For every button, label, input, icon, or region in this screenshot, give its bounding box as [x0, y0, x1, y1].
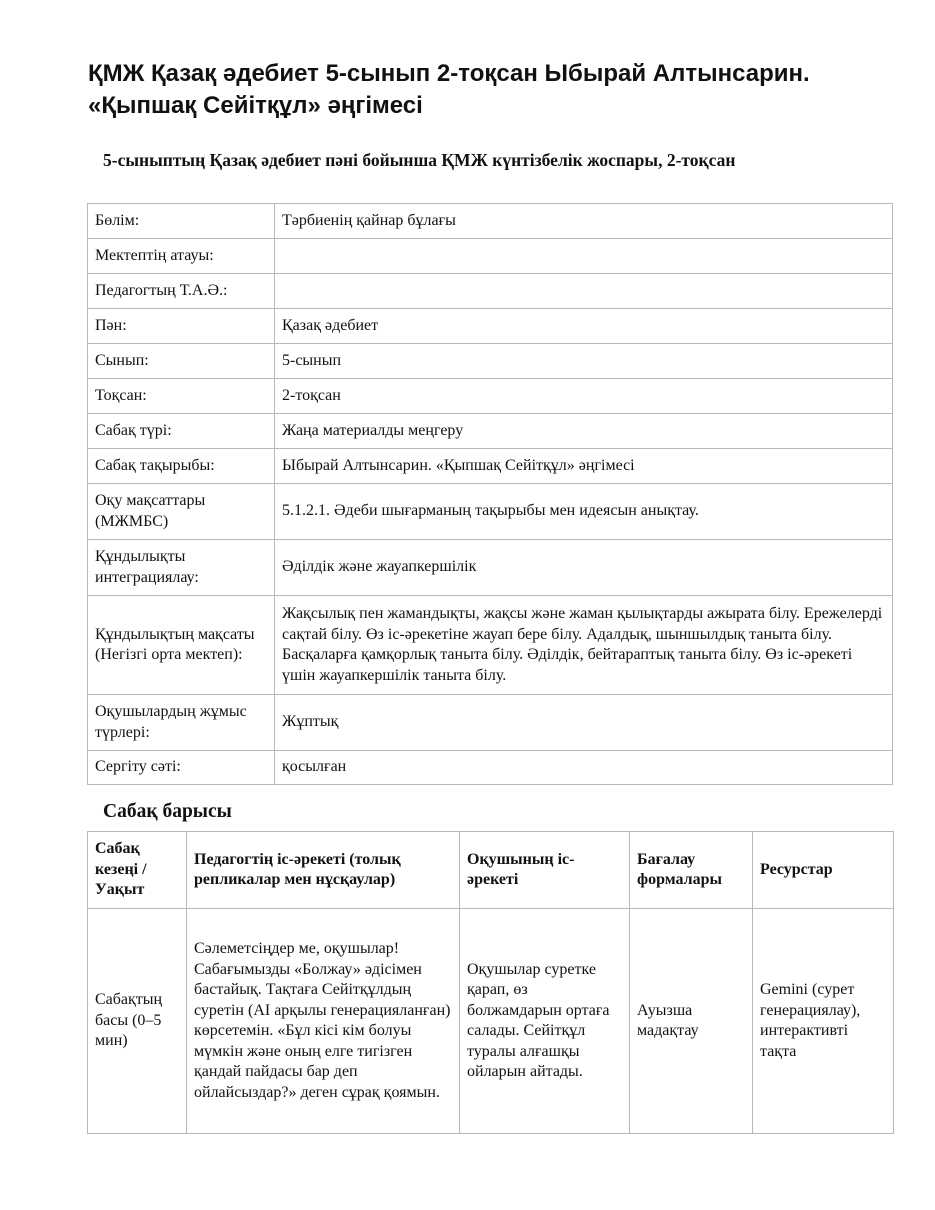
- info-value: Тәрбиенің қайнар бұлағы: [275, 204, 893, 239]
- info-value: Әділдік және жауапкершілік: [275, 540, 893, 596]
- info-key: Мектептің атауы:: [88, 239, 275, 274]
- info-row-section: [88, 204, 893, 239]
- header-stage: Сабақ кезеңі / Уақыт: [88, 832, 187, 909]
- lesson-row: [88, 909, 894, 1134]
- info-key: Сабақ тақырыбы:: [88, 449, 275, 484]
- info-value: Қазақ әдебиет: [275, 309, 893, 344]
- info-key: Сабақ түрі:: [88, 414, 275, 449]
- info-row-school: [88, 239, 893, 274]
- info-key: Сергіту сәті:: [88, 751, 275, 785]
- resources-cell: Gemini (сурет генерациялау), интерактивті тақта: [753, 909, 894, 1134]
- lesson-flow-table: [87, 831, 894, 1134]
- teacher-activity-cell: Сәлеметсіңдер ме, оқушылар! Сабағымызды «Болжау» әдісімен бастайық. Тақтаға Сейітқұлдың суретін (AI арқылы генерацияланған) көрсетемін. «Бұл кісі кім болуы мүмкін және оның елге тигізген қандай пайдасы бар деп ойлайсыздар?» деген сұрақ қоямын.: [187, 909, 460, 1134]
- assessment-cell: Ауызша мадақтау: [630, 909, 753, 1134]
- info-value: Ыбырай Алтынсарин. «Қыпшақ Сейітқұл» әңгімесі: [275, 449, 893, 484]
- header-student-activity: Оқушының іс-әрекеті: [460, 832, 630, 909]
- info-value: 2-тоқсан: [275, 379, 893, 414]
- info-row-objectives: [88, 484, 893, 540]
- info-row-value-goal: [88, 596, 893, 695]
- info-row-lesson-topic: [88, 449, 893, 484]
- info-key: Пән:: [88, 309, 275, 344]
- info-key: Құндылықты интеграциялау:: [88, 540, 275, 596]
- info-key: Құндылықтың мақсаты (Негізгі орта мектеп):: [88, 596, 275, 695]
- header-teacher-activity: Педагогтің іс-әрекеті (толық репликалар мен нұсқаулар): [187, 832, 460, 909]
- info-value: [275, 239, 893, 274]
- info-key: Оқушылардың жұмыс түрлері:: [88, 695, 275, 751]
- stage-cell: Сабақтың басы (0–5 мин): [88, 909, 187, 1134]
- plan-subtitle: 5-сыныптың Қазақ әдебиет пәні бойынша ҚМЖ күнтізбелік жоспары, 2-тоқсан: [103, 150, 736, 170]
- info-row-quarter: [88, 379, 893, 414]
- info-value: [275, 274, 893, 309]
- document-title: ҚМЖ Қазақ әдебиет 5-сынып 2-тоқсан Ыбырай Алтынсарин. «Қыпшақ Сейітқұл» әңгімесі: [88, 60, 810, 119]
- info-key: Педагогтың Т.А.Ә.:: [88, 274, 275, 309]
- info-value: 5.1.2.1. Әдеби шығарманың тақырыбы мен идеясын анықтау.: [275, 484, 893, 540]
- info-row-grade: [88, 344, 893, 379]
- student-activity-cell: Оқушылар суретке қарап, өз болжамдарын ортаға салады. Сейітқұл туралы алғашқы ойларын айтады.: [460, 909, 630, 1134]
- info-row-lesson-type: [88, 414, 893, 449]
- info-row-teacher: [88, 274, 893, 309]
- info-row-work-types: [88, 695, 893, 751]
- info-row-value-integration: [88, 540, 893, 596]
- info-value: 5-сынып: [275, 344, 893, 379]
- info-value: Жаңа материалды меңгеру: [275, 414, 893, 449]
- info-key: Сынып:: [88, 344, 275, 379]
- header-assessment: Бағалау формалары: [630, 832, 753, 909]
- info-value: қосылған: [275, 751, 893, 785]
- lesson-info-table: [87, 203, 893, 785]
- info-value: Жұптық: [275, 695, 893, 751]
- section-heading: Сабақ барысы: [103, 801, 232, 822]
- info-value: Жақсылық пен жамандықты, жақсы және жаман қылықтарды ажырата білу. Ережелерді сақтай білу. Өз іс-әрекетіне жауап бере білу. Адалдық, шыншылдық таныта білу. Басқаларға қамқорлық таныта білу. Әділдік, бейтараптық таныта білу. Өз іс-әрекеті үшін жауапкершілік таныта білу.: [275, 596, 893, 695]
- info-row-subject: [88, 309, 893, 344]
- info-key: Тоқсан:: [88, 379, 275, 414]
- info-key: Бөлім:: [88, 204, 275, 239]
- lesson-header-row: [88, 832, 894, 909]
- info-row-break: [88, 751, 893, 785]
- header-resources: Ресурстар: [753, 832, 894, 909]
- info-key: Оқу мақсаттары (МЖМБС): [88, 484, 275, 540]
